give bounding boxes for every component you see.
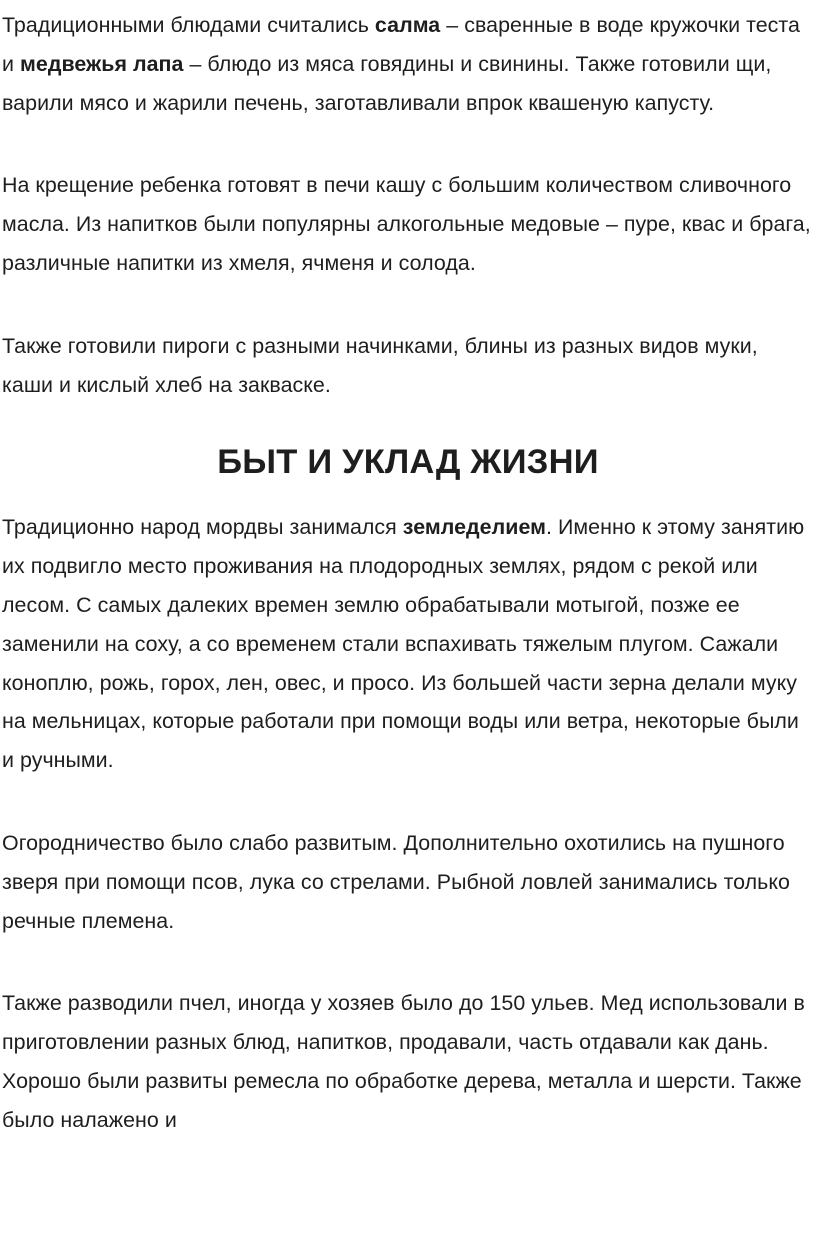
paragraph-spacer <box>2 122 814 166</box>
paragraph-spacer <box>2 940 814 984</box>
text-span: . Именно к этому занятию их подвигло место проживания на плодородных землях, рядом с рекой или лесом. С самых далеких времен землю обрабатывали мотыгой, позже ее заменили на соху, а со временем стали вспахивать тяжелым плугом. Сажали коноплю, рожь, горох, лен, овес, и просо. Из большей части зерна делали муку на мельницах, которые работали при помощи воды или ветра, некоторые были и ручными. <box>2 515 805 773</box>
text-span: – сваренные в воде кружочки теста и <box>2 13 800 76</box>
section-heading: БЫТ И УКЛАД ЖИЗНИ <box>217 443 599 482</box>
text-span: – блюдо из мяса говядины и свинины. Также готовили щи, варили мясо и жарили печень, заготавливали впрок квашеную капусту. <box>2 51 772 115</box>
document-page <box>2 6 814 1140</box>
bold-term-salma: салма <box>374 13 441 37</box>
paragraph-beekeeping-crafts: Также разводили пчел, иногда у хозяев было до 150 ульев. Мед использовали в приготовлении разных блюд, напитков, продавали, часть отдавали как дань. Хорошо были развиты ремесла по обработке дерева, металла и шерсти. Также было налажено и <box>2 991 805 1132</box>
bold-term-bear-paw: медвежья лапа <box>20 51 184 76</box>
paragraph-spacer <box>2 283 814 327</box>
paragraph-gardening-hunting: Огородничество было слабо развитым. Дополнительно охотились на пушного зверя при помощи псов, лука со стрелами. Рыбной ловлей занимались только речные племена. <box>2 830 790 933</box>
paragraph-spacer <box>2 780 814 824</box>
text-span: Традиционно народ мордвы занимался <box>2 515 403 540</box>
paragraph-baptism-drinks: На крещение ребенка готовят в печи кашу с большим количеством сливочного масла. Из напитков были популярны алкогольные медовые – пуре, квас и брага, различные напитки из хмеля, ячменя и солода. <box>2 173 811 275</box>
bold-term-agriculture: земледелием <box>402 515 546 540</box>
paragraph-traditional-dishes <box>2 6 814 122</box>
paragraph-pies-bread: Также готовили пироги с разными начинками, блины из разных видов муки, каши и кислый хлеб на закваске. <box>2 333 758 397</box>
paragraph-agriculture <box>2 508 814 780</box>
text-span: Традиционными блюдами считались <box>2 13 375 37</box>
